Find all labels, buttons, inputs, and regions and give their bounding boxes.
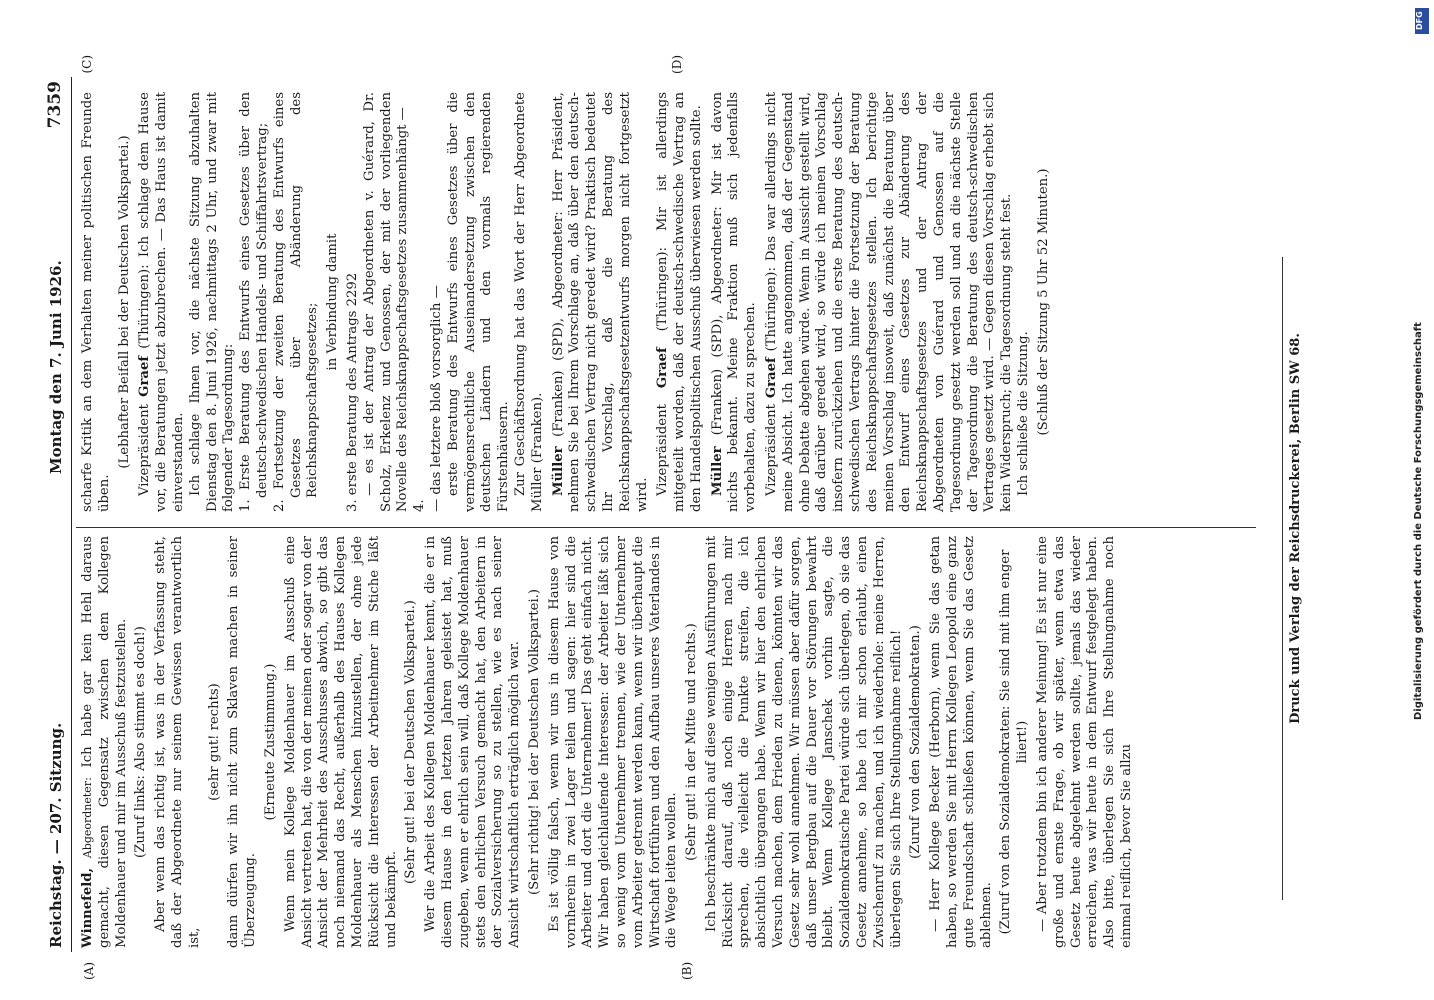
speaker-name: Graef [137,355,153,397]
page-header [45,77,72,952]
speaker-region: (Thüringen): [764,261,780,358]
paragraph: dann dürfen wir ihn nicht zum Sklaven machen in seiner Überzeugung. [226,536,259,948]
speaker-paragraph [710,92,760,512]
interjection: (Zuruf von den Sozialdemokraten: Sie sind mit ihm enger liiert!) [998,549,1031,935]
paragraph: scharfe Kritik an dem Verhalten meiner politischen Freunde üben. [80,92,112,512]
header-session: Reichstag. — 207. Sitzung. [47,722,65,948]
speaker-paragraph [551,92,652,512]
speaker-name: Graef [655,347,671,389]
interjection: (Sehr richtig! bei der Deutschen Volkspartei.) [526,588,542,896]
paragraph: Ich schlage Ihnen vor, die nächste Sitzung abzuhalten Dienstag den 8. Juni 1926, nachmittags 2 Uhr, und zwar mit folgender Tagesordnung: [187,92,237,512]
vice-president-paragraph [764,92,1016,512]
interjection: (Erneute Zustimmung.) [262,663,278,821]
margin-marker-c: (C) [80,55,94,74]
interjection: in Verbindung damit [325,233,341,371]
right-text-column [80,92,1056,512]
margin-marker-b: (B) [680,961,694,980]
printer-footer: Druck und Verlag der Reichsdruckerei, Berlin SW 68. [1288,333,1303,724]
agenda-item: 3. erste Beratung des Antrags 2292 [344,272,360,512]
speaker-title: Vizepräsident [137,396,153,496]
speech-text: (Franken) (SPD), Abgeordneter: Herr Präsident, nehmen Sie bei Ihrem Vorschlage an, daß über den deutsch-schwedischen Vertrag nicht geredet wird? Praktisch bedeutet Ihr Vorschlag, daß die Beratung des Reichsknappschaftsgesetzentwurfs morgen nicht fortgesetzt wird. [550,92,650,512]
digitization-note: Digitalisierung gefördert durch die Deutsche Forschungsgemeinschaft [1413,322,1424,720]
speaker-title: Vizepräsident [764,398,780,496]
margin-marker-d: (D) [670,55,684,74]
margin-marker-a: (A) [82,961,96,980]
agenda-item: 1. Erste Beratung des Entwurfs eines Gesetzes über den deutsch-schwedischen Handels- und Schiffahrtsvertrag; [238,92,270,512]
speaker-role: Abgeordneter: [81,777,94,859]
speech-text: Das war allerdings nicht meine Absicht. Ich hatte angenommen, daß der Gegenstand ohne Debatte abgehen würde. Wenn in Aussicht gestellt wird, daß darüber geredet wird, so würde ich meinen Vorschlag insofern zurückziehen und die erste Beratung des deutsch-schwedischen Vertrags hinter die Fortsetzung der Beratung des Reichsknappschaftsgesetzes stellen. Ich berichtige meinen Vorschlag insoweit, daß zunächst die Beratung über den Entwurf eines Gesetzes zur Abänderung des Reichsknappschaftsgesetzes und der Antrag der Abgeordneten von Guérard und Genossen auf die Tagesordnung gesetzt werden soll und an die nächste Stelle der Tagesordnung die Beratung des deutsch-schwedischen Vertrages gesetzt wird. — Gegen diesen Vorschlag erhebt sich kein Widerspruch; die Tagesordnung steht fest. [764,92,1015,512]
paragraph: 4. [412,499,428,512]
paragraph: — es ist der Antrag der Abgeordneten v. Guérard, Dr. Scholz, Erkelenz und Genossen, der mit der vorliegenden Novelle des Reichsknappschaftsgesetzes zusammenhängt — [361,92,411,512]
interjection: (Schluß der Sitzung 5 Uhr 52 Minuten.) [1035,168,1051,436]
paragraph: Ich schließe die Sitzung. [1016,331,1032,496]
paragraph: — Herr Kollege Becker (Herborn), wenn Sie das getan haben, so werden Sie mit Herrn Kollegen Leopold eine ganz gute Freundschaft schließen können, wenn Sie das Gesetz ablehnen. [928,536,994,948]
paragraph: Ich beschränkte mich auf diese wenigen Ausführungen mit Rücksicht darauf, daß noch einige Herren nach mir sprechen, die vielleicht die Punkte streifen, die ich absichtlich übergangen habe. Wenn wir hier den ehrlichen Versuch machen, dem Frieden zu dienen, könnten wir das Gesetz sehr wohl annehmen. Wir müssen aber dafür sorgen, daß unser Bergbau auf die Dauer vor Störungen bewahrt bleibt. Wenn Kollege Janschek vorhin sagte, die Sozialdemokratische Partei würde sich überlegen, ob sie das Gesetz annehme, so habe ich mir schon erlaubt, einen Zwischenruf zu machen, und ich wiederhole: meine Herren, überlegen Sie sich Ihre Stellungnahme reiflich! [703,536,904,948]
paragraph: Es ist völlig falsch, wenn wir uns in diesem Hause von vornherein in zwei Lager teilen und sagen: hier sind die Arbeiter und dort die Unternehmer! Das geht einfach nicht. Wir haben gleichlaufende Interessen: der Arbeiter läßt sich so wenig vom Unternehmer trennen, wie der Unternehmer vom Arbeiter getrennt werden kann, wenn wir überhaupt die Wirtschaft fortführen und den Aufbau unseres Vaterlandes in die Wege leiten wollen. [546,536,680,948]
interjection: (Zuruf von den Sozialdemokraten.) [908,625,924,859]
speech-text: Ich habe gar kein Hehl daraus gemacht, diesen Gegensatz zwischen dem Kollegen Moldenhauer und mir im Ausschuß festzustellen. [80,536,129,948]
speaker-title: Vizepräsident [655,388,671,496]
speech-text: Ich schlage dem Hause vor, die Beratungen jetzt abzubrechen. — Das Haus ist damit einverstanden. [137,92,186,512]
speech-text: (Franken) (SPD), Abgeordneter: Mir ist davon nichts bekannt. Meine Fraktion muß sich jedenfalls vorbehalten, dazu zu sprechen. [709,92,759,512]
column-divider [76,527,1256,528]
speaker-region: (Thüringen): [137,257,153,356]
left-text-column [80,536,1136,948]
document-page [40,57,1340,1000]
interjection: (Sehr gut! bei der Deutschen Volkspartei.) [403,600,419,884]
vice-president-paragraph [655,92,705,512]
agenda-item: 2. Fortsetzung der zweiten Beratung des Entwurfs eines Gesetzes über Abänderung des Reichsknappschaftsgesetzes; [271,92,321,512]
speech-text: Mir ist allerdings mitgeteilt worden, daß der deutsch-schwedische Vertrag an den Handelspolitischen Ausschuß überwiesen werden sollte. [655,91,704,512]
interjection: (Lebhafter Beifall bei der Deutschen Volkspartei.) [116,135,132,469]
header-date: Montag den 7. Juni 1926. [47,260,65,474]
page-number: 7359 [45,81,65,129]
vice-president-paragraph [137,92,187,512]
interjection: (Sehr gut! in der Mitte und rechts.) [684,623,700,861]
paragraph: erste Beratung des Entwurfs eines Gesetzes über die vermögensrechtliche Auseinandersetzung zwischen den deutschen Ländern und den vormals regierenden Fürstenhäusern. [445,92,512,512]
paragraph: Zur Geschäftsordnung hat das Wort der Herr Abgeordnete Müller (Franken). [512,92,545,512]
paragraph: Wer die Arbeit des Kollegen Moldenhauer kennt, die er in diesem Hause in den letzten Jahren geleistet hat, muß zugeben, wenn er ehrlich sein will, daß Kollege Moldenhauer stets den ehrlichen Versuch gemacht hat, den Arbeitern in der Sozialversicherung so zu stellen, wie es nach seiner Ansicht wirtschaftlich erträglich möglich war. [423,536,523,948]
interjection: (Zuruf links: Also stimmt es doch!) [133,626,149,858]
speaker-name: Müller [550,446,566,496]
paragraph: Aber wenn das richtig ist, was in der Verfassung steht, daß der Abgeordnete nur seinem Gewissen verantwortlich ist, [153,536,202,948]
speaker-name: Graef [764,357,780,399]
paragraph: — Aber trotzdem bin ich anderer Meinung! Es ist nur eine große und ernste Frage, ob wir später, wenn etwa das Gesetz heute abgelehnt werden sollte, jemals das wieder erreichen, was wir heute in dem Entwurf festgelegt haben. Also bitte, überlegen Sie sich Ihre Stellungnahme noch einmal reiflich, bevor Sie allzu [1035,536,1135,948]
paragraph: Wenn mein Kollege Moldenhauer im Ausschuß eine Ansicht vertreten hat, die von der meinen oder sogar von der Ansicht der Mehrheit des Ausschusses abwich, so gibt das noch niemand das Recht, außerhalb des Hauses Kollegen Moldenhauer als Menschen hinzustellen, der ohne jede Rücksicht die Interessen der Arbeitnehmer im Stiche läßt und bekämpft. [282,536,399,948]
paragraph: — das letztere bloß vorsorglich — [428,285,444,512]
footer-rule [1282,257,1283,900]
speaker-paragraph [80,536,130,948]
interjection: (sehr gut! rechts) [206,683,222,801]
speaker-name: Müller [709,446,725,496]
speaker-name: Winnefeld, [80,867,95,948]
speaker-region: (Thüringen): [655,231,671,348]
dfg-logo: DFG [1415,8,1429,34]
